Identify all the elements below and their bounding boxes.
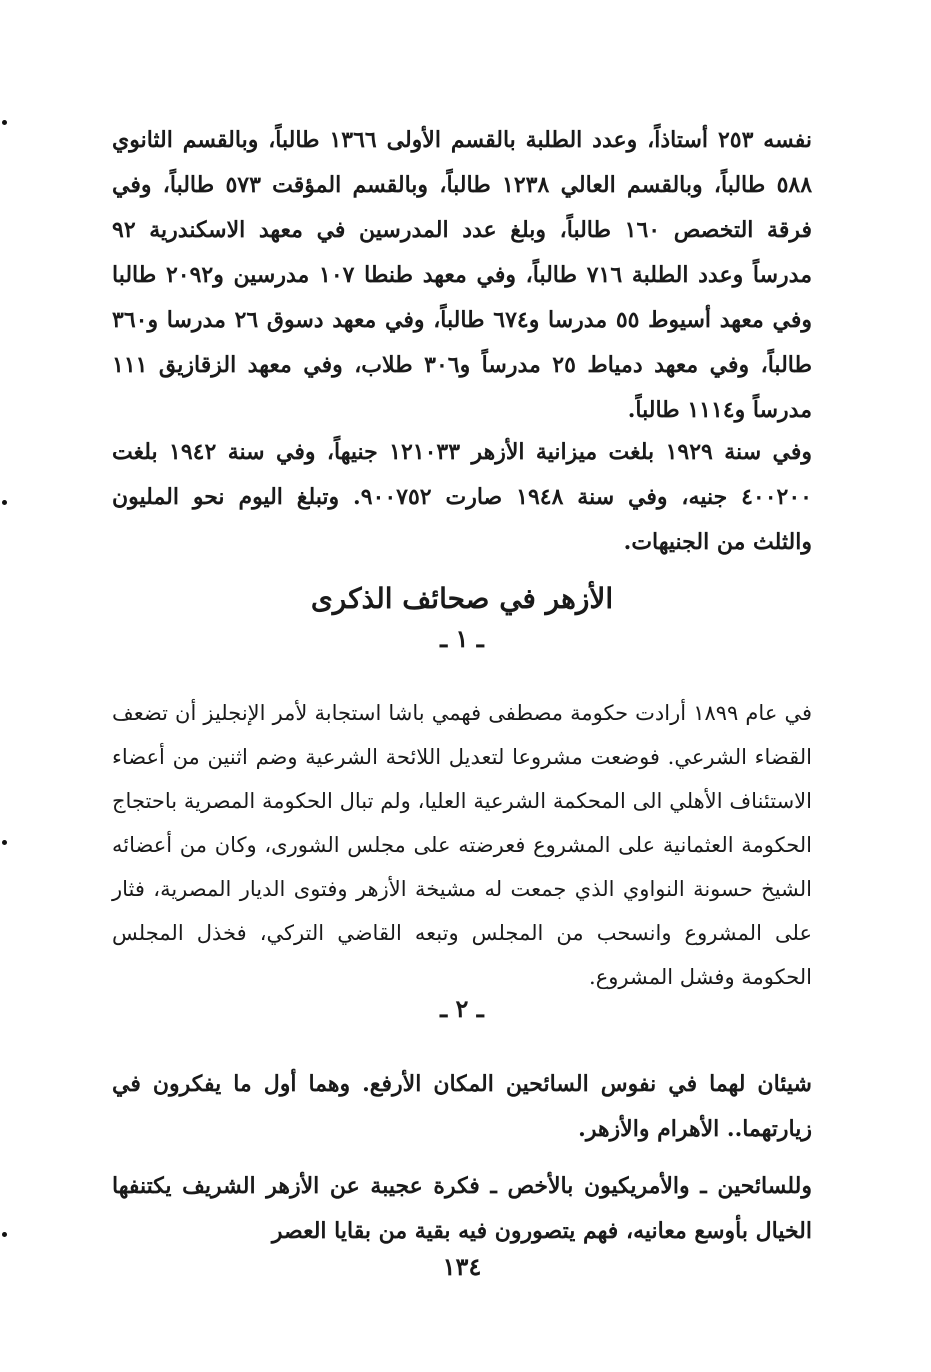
paragraph-1899-reform: في عام ١٨٩٩ أرادت حكومة مصطفى فهمي باشا استجابة لأمر الإنجليز أن تضعف القضاء الشرعي. فوضعت مشروعا لتعديل اللائحة الشرعية وضم اثنين من أعضاء الاستئناف الأهلي الى المحكمة الشرعية العليا، ولم تبال الحكومة المصرية باحتجاج الحكومة العثمانية على المشروع فعرضته على مجلس الشورى، وكان من أعضائه الشيخ حسونة النواوي الذي جمعت له مشيخة الأزهر وفتوى الديار المصرية، فثار على المشروع وانسحب من المجلس وتبعه القاضي التركي، فخذل المجلس الحكومة وفشل المشروع. — [112, 701, 813, 989]
margin-mark — [2, 120, 7, 125]
section-heading: الأزهر في صحائف الذكرى — [310, 582, 614, 616]
margin-mark — [2, 500, 7, 505]
section-number-1: ـ ١ ـ — [440, 624, 484, 653]
paragraph-tourists: شيئان لهما في نفوس السائحين المكان الأرفع. وهما أول ما يفكرون في زيارتهما.. الأهرام والأزهر. — [112, 1071, 812, 1142]
margin-mark — [2, 1232, 7, 1237]
section-number-2: ـ ٢ ـ — [440, 994, 484, 1023]
paragraph-americans: وللسائحين ـ والأمريكيون بالأخص ـ فكرة عجيبة عن الأزهر الشريف يكتنفها الخيال بأوسع معانيه، فهم يتصورون فيه بقية من بقايا العصر — [112, 1173, 812, 1244]
margin-mark — [2, 840, 7, 845]
paragraph-azhar-budget: وفي سنة ١٩٢٩ بلغت ميزانية الأزهر ١٢١٠٣٣ جنيهاً، وفي سنة ١٩٤٢ بلغت ٤٠٠٢٠٠ جنيه، وفي سنة ١٩٤٨ صارت ٩٠٠٧٥٢. وتبلغ اليوم نحو المليون والثلث من الجنيهات. — [112, 439, 813, 555]
paragraph-institute-statistics: نفسه ٢٥٣ أستاذاً، وعدد الطلبة بالقسم الأولى ١٣٦٦ طالباً، وبالقسم الثانوي ٥٨٨ طالباً، وبالقسم العالي ١٢٣٨ طالباً، وبالقسم المؤقت ٥٧٣ طالباً، وفي فرقة التخصص ١٦٠ طالباً، وبلغ عدد المدرسين في معهد الاسكندرية ٩٢ مدرساً وعدد الطلبة ٧١٦ طالباً، وفي معهد طنطا ١٠٧ مدرسين و٢٠٩٢ طالبا وفي معهد أسيوط ٥٥ مدرسا و٦٧٤ طالباً، وفي معهد دسوق ٢٦ مدرسا و٣٦٠ طالباً، وفي معهد دمياط ٢٥ مدرساً و٣٠٦ طلاب، وفي معهد الزقازيق ١١١ مدرساً و١١١٤ طالباً. — [112, 127, 813, 423]
page-number: ١٣٤ — [442, 1252, 482, 1281]
